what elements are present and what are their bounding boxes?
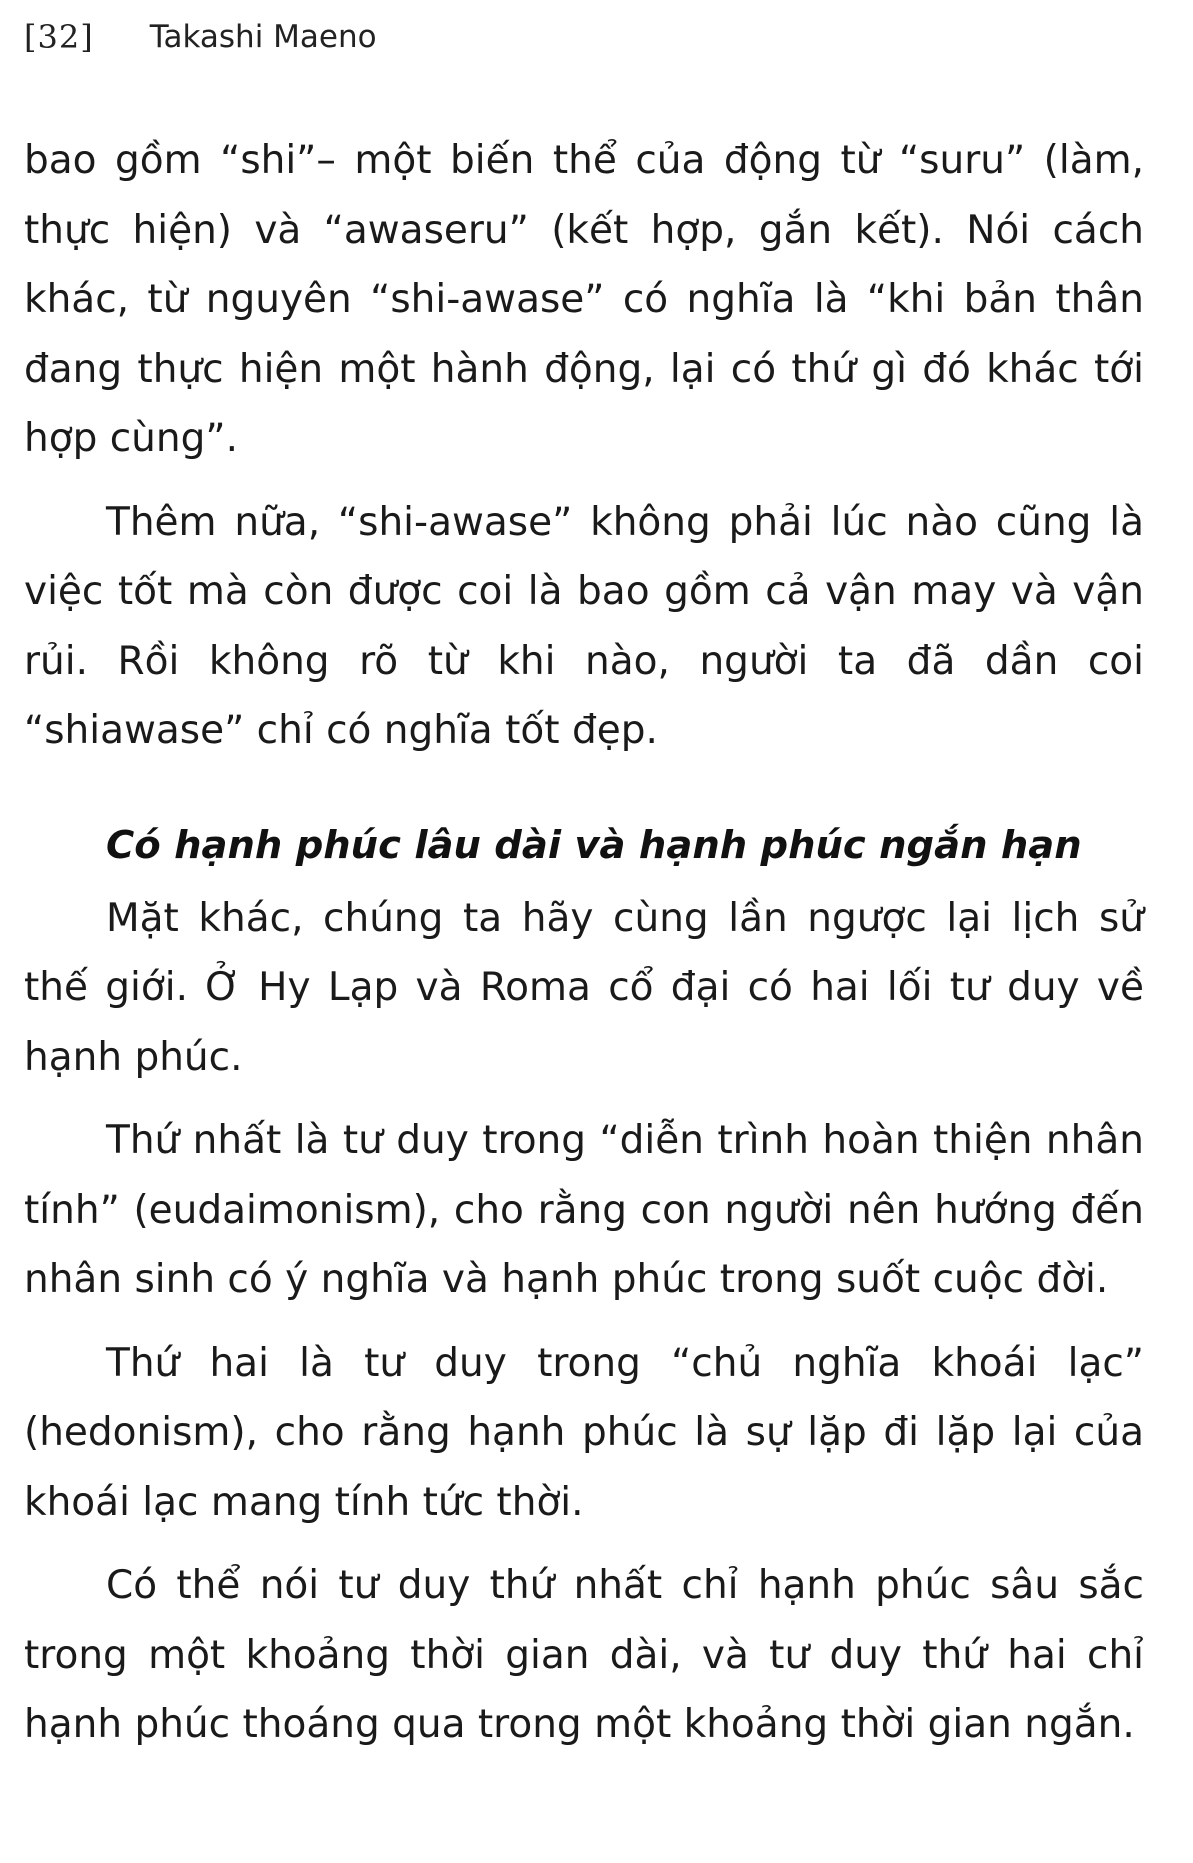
paragraph: Có thể nói tư duy thứ nhất chỉ hạnh phúc sâu sắc trong một khoảng thời gian dài, và tư duy thứ hai chỉ hạnh phúc thoáng qua trong một khoảng thời gian ngắn. [24, 1563, 1144, 1747]
section-heading: Có hạnh phúc lâu dài và hạnh phúc ngắn hạn [106, 822, 1082, 868]
page-number: [32] [24, 18, 94, 56]
running-head [24, 12, 377, 62]
paragraph: Thứ hai là tư duy trong “chủ nghĩa khoái lạc” (hedonism), cho rằng hạnh phúc là sự lặp đi lặp lại của khoái lạc mang tính tức thời. [24, 1340, 1144, 1525]
paragraph: bao gồm “shi”– một biến thể của động từ “suru” (làm, thực hiện) và “awaseru” (kết hợp, gắn kết). Nói cách khác, từ nguyên “shi-awase” có nghĩa là “khi bản thân đang thực hiện một hành động, lại có thứ gì đó khác tới hợp cùng”. [24, 138, 1144, 461]
paragraph: Thứ nhất là tư duy trong “diễn trình hoàn thiện nhân tính” (eudaimonism), cho rằng con người nên hướng đến nhân sinh có ý nghĩa và hạnh phúc trong suốt cuộc đời. [24, 1118, 1144, 1302]
body-text [24, 126, 1144, 1760]
paragraph: Thêm nữa, “shi-awase” không phải lúc nào cũng là việc tốt mà còn được coi là bao gồm cả vận may và vận rủi. Rồi không rõ từ khi nào, người ta đã dần coi “shiawase” chỉ có nghĩa tốt đẹp. [24, 499, 1144, 753]
author-name: Takashi Maeno [149, 19, 377, 55]
paragraph: Mặt khác, chúng ta hãy cùng lần ngược lại lịch sử thế giới. Ở Hy Lạp và Roma cổ đại có hai lối tư duy về hạnh phúc. [24, 895, 1144, 1080]
